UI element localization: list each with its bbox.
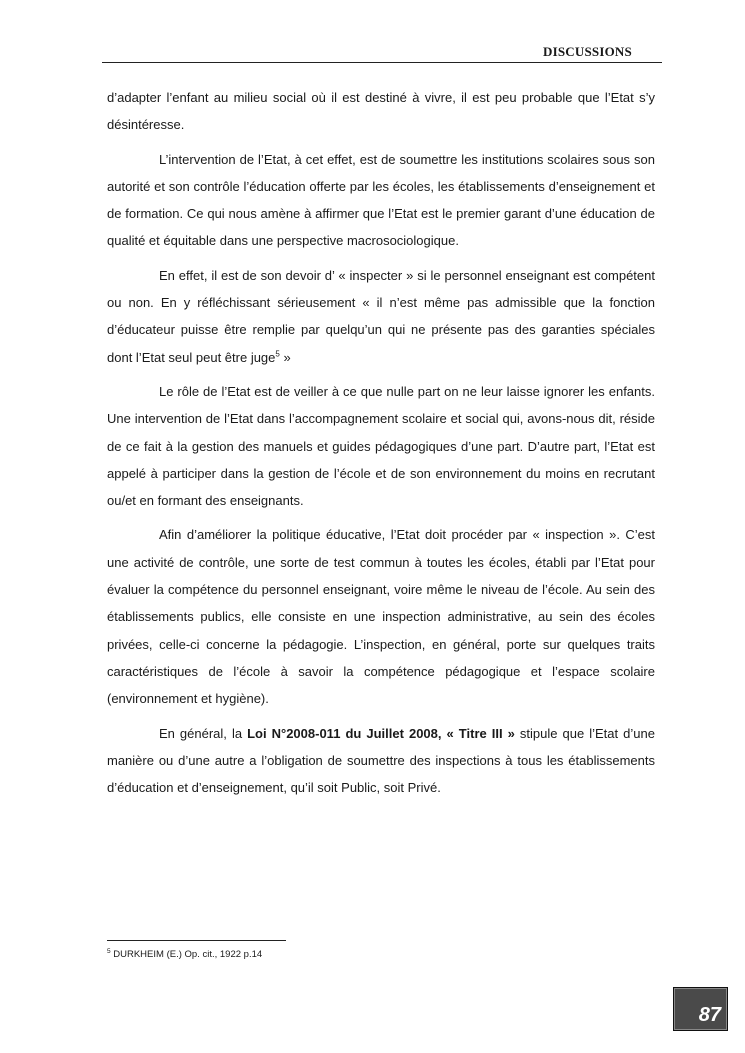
paragraph — [107, 720, 655, 802]
footnote — [107, 948, 262, 962]
paragraph-text-end: » — [279, 349, 291, 365]
paragraph-text-end: stipule que l’Etat d’une manière ou d’une autre a l’obligation de soumettre des inspections à tous les établissements d’éducation et d’enseignement, qu’il soit Public, soit Privé. — [107, 725, 655, 796]
paragraph: Le rôle de l’Etat est de veiller à ce que nulle part on ne leur laisse ignorer les enfants. Une intervention de l’Etat dans l’accompagnement scolaire et social qui, avons-nous dit, réside de ce fait à la gestion des manuels et guides pédagogiques d’une part. D’autre part, l’Etat est appelé à participer dans la gestion de l’école et de son environnement du moins en recrutant ou/et en formant des enseignants. — [107, 383, 655, 509]
paragraph — [107, 262, 655, 371]
page-number-box — [673, 987, 728, 1031]
paragraph: d’adapter l’enfant au milieu social où il est destiné à vivre, il est peu probable que l’Etat s’y désintéresse. — [107, 90, 655, 133]
footnote-number: 5 — [107, 947, 111, 955]
footnote-text: DURKHEIM (E.) Op. cit., 1922 p.14 — [110, 949, 263, 960]
header-divider — [102, 62, 662, 63]
paragraph: Afin d’améliorer la politique éducative, l’Etat doit procéder par « inspection ». C’est une activité de contrôle, une sorte de test commun à toutes les écoles, établi par l’Etat pour évaluer la compétence du personnel enseignant, voire même le niveau de l’école. Au sein des établissements publics, elle consiste en une inspection administrative, au sein des écoles privées, celle-ci concerne la pédagogie. L’inspection, en général, porte sur quelques traits caractéristiques de l’école à savoir la compétence pédagogique et l’espace scolaire (environnement et hygiène). — [107, 527, 655, 707]
paragraph-text: En effet, il est de son devoir d’ « inspecter » si le personnel enseignant est compétent ou non. En y réfléchissant sérieusement « il n’est même pas admissible que la fonction d’éducateur puisse être remplie par quelqu’un qui ne présente pas des garanties spéciales dont l’Etat seul peut être juge — [107, 267, 655, 365]
footnote-reference[interactable]: 5 — [275, 349, 280, 359]
running-header: DISCUSSIONS — [543, 44, 632, 59]
paragraph: L’intervention de l’Etat, à cet effet, est de soumettre les institutions scolaires sous son autorité et son contrôle l’éducation offerte par les écoles, les établissements d’enseignement et de formation. Ce qui nous amène à affirmer que l’Etat est le premier garant d’une éducation de qualité et équitable dans une perspective macrosociologique. — [107, 151, 655, 249]
footnote-divider — [107, 940, 286, 941]
page-number: 87 — [698, 1004, 721, 1026]
law-reference: Loi N°2008-011 du Juillet 2008, « Titre III » — [247, 725, 515, 741]
paragraph-text: En général, la — [159, 725, 248, 741]
body-text — [107, 84, 655, 808]
